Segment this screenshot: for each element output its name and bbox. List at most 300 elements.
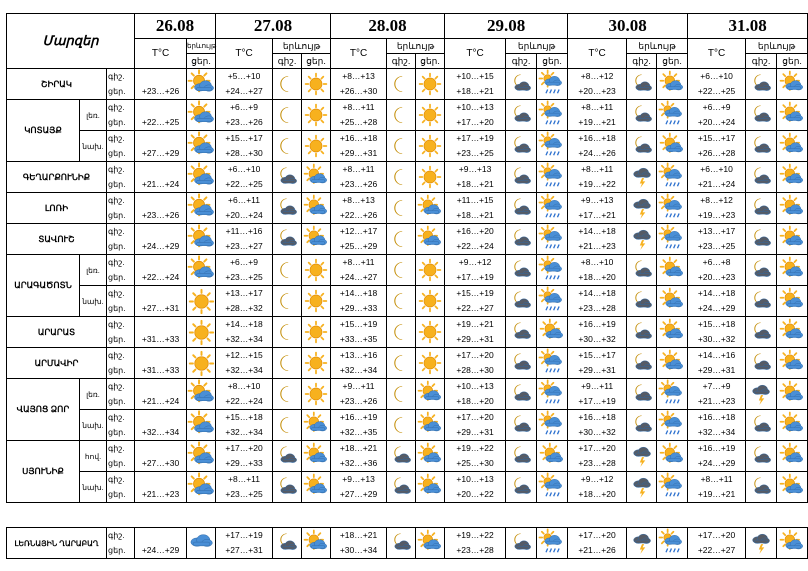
- temp-range: [216, 69, 273, 100]
- weather-icon-cell: [537, 131, 568, 162]
- temp-range: [568, 224, 627, 255]
- region-name: [7, 193, 107, 224]
- day-temp: +17…+21: [578, 210, 616, 220]
- temp-range: [216, 528, 273, 559]
- sun-icon: [302, 258, 330, 282]
- day-temp: +30…+32: [578, 427, 616, 437]
- sun-icon: [416, 258, 444, 282]
- moon-cloud-icon: [746, 165, 776, 189]
- temp-range: [135, 286, 187, 317]
- weather-icon-cell: [187, 317, 216, 348]
- date-label: 31.08: [728, 16, 767, 35]
- rain-icon: [537, 382, 567, 406]
- regions-header: [7, 14, 135, 69]
- weather-icon-cell: [627, 100, 657, 131]
- day-temp: +24…+29: [697, 458, 736, 468]
- subregion-name: [80, 131, 107, 162]
- weather-icon-cell: [387, 224, 416, 255]
- weather-icon-cell: [537, 379, 568, 410]
- temp-range: [331, 162, 387, 193]
- temp-range: [568, 317, 627, 348]
- weather-icon-cell: [387, 317, 416, 348]
- moon-icon: [387, 134, 415, 158]
- day-temp: +21…+26: [578, 545, 616, 555]
- sun-icon: [416, 351, 444, 375]
- day-temp: +18…+21: [456, 86, 494, 96]
- moon-cloud-icon: [627, 72, 656, 96]
- night-label: գիշ.: [108, 196, 125, 205]
- temp-range: [216, 410, 273, 441]
- weather-icon-cell: [537, 69, 568, 100]
- moon-cloud-icon: [746, 72, 776, 96]
- temp-range: [568, 100, 627, 131]
- weather-icon-cell: [387, 131, 416, 162]
- temp-range: [331, 379, 387, 410]
- storm-icon: [746, 382, 776, 406]
- night-temp: +13…+16: [339, 350, 378, 360]
- partly-sunny-icon: [777, 165, 807, 189]
- day-temp: +23…+28: [578, 303, 616, 313]
- night-temp: +7…+9: [702, 381, 731, 391]
- temp-range: [688, 100, 746, 131]
- weather-icon-cell: [657, 131, 688, 162]
- weather-icon-cell: [387, 193, 416, 224]
- temp-range: [331, 286, 387, 317]
- sky-header: [387, 39, 445, 54]
- weather-icon-cell: [746, 528, 777, 559]
- rain-icon: [657, 196, 687, 220]
- partly-sunny-icon: [777, 258, 807, 282]
- moon-icon: [387, 351, 415, 375]
- weather-icon-cell: [187, 441, 216, 472]
- day-temp: +18…+21: [456, 210, 494, 220]
- subregion-name: [80, 255, 107, 286]
- day-label: ցեր.: [108, 366, 126, 375]
- sky-label: երևույթ: [396, 40, 435, 51]
- partly-sunny-icon: [777, 382, 807, 406]
- day-temp: +26…+30: [339, 86, 378, 96]
- region-label: ՏԱՎՈՒՇ: [38, 233, 75, 244]
- day-temp: +24…+29: [141, 545, 180, 555]
- partly-sunny-icon: [777, 320, 807, 344]
- region-label: ՍՅՈՒՆԻՔ: [22, 466, 64, 476]
- weather-icon-cell: [273, 255, 302, 286]
- moon-cloud-icon: [627, 320, 656, 344]
- day-temp: +33…+35: [339, 334, 378, 344]
- night-temp: +16…+20: [456, 226, 494, 236]
- weather-icon-cell: [777, 441, 808, 472]
- date-header: [331, 14, 445, 39]
- weather-icon-cell: [627, 69, 657, 100]
- night-temp: +15…+19: [339, 319, 378, 329]
- moon-cloud-icon: [273, 196, 301, 220]
- day-temp: +21…+23: [578, 241, 616, 251]
- night-temp: +16…+19: [578, 319, 616, 329]
- sky-header: [273, 39, 331, 54]
- day-temp: +23…+26: [339, 396, 378, 406]
- night-temp: +8…+12: [580, 71, 614, 81]
- partly-sunny-icon: [302, 227, 330, 251]
- subregion-label: լեռ.: [86, 110, 100, 120]
- night-temp: +17…+20: [225, 443, 263, 453]
- partly-sunny-icon: [777, 351, 807, 375]
- weather-icon-cell: [537, 100, 568, 131]
- weather-icon-cell: [746, 348, 777, 379]
- region-row: [7, 286, 808, 317]
- partly-sunny-icon: [657, 258, 687, 282]
- rain-icon: [537, 413, 567, 437]
- weather-icon-cell: [302, 193, 331, 224]
- weather-icon-cell: [302, 528, 331, 559]
- temp-range: [688, 379, 746, 410]
- weather-icon-cell: [273, 472, 302, 503]
- temp-range: [688, 410, 746, 441]
- night-temp: +9…+11: [581, 381, 614, 391]
- weather-icon-cell: [273, 193, 302, 224]
- temp-range: [216, 193, 273, 224]
- weather-icon-cell: [657, 286, 688, 317]
- sun-icon: [416, 134, 444, 158]
- moon-icon: [273, 413, 301, 437]
- weather-icon-cell: [302, 224, 331, 255]
- temp-range: [135, 348, 187, 379]
- partly-sunny-icon: [187, 226, 215, 253]
- night-temp: +11…+15: [456, 195, 494, 205]
- region-label: ԱՐՄԱՎԻՐ: [34, 357, 79, 368]
- weather-icon-cell: [387, 528, 416, 559]
- rain-icon: [537, 134, 567, 158]
- night-temp: +6…+8: [702, 257, 731, 267]
- region-label: ԼԵՌՆԱՅԻՆ ՂԱՐԱԲԱՂ: [14, 538, 99, 548]
- temp-range: [445, 255, 506, 286]
- sun-icon: [302, 320, 330, 344]
- night-temp: +6…+9: [702, 102, 731, 112]
- night-temp: +9…+13: [342, 474, 375, 484]
- day-temp: +32…+34: [339, 365, 378, 375]
- moon-cloud-icon: [746, 227, 776, 251]
- moon-cloud-icon: [627, 258, 656, 282]
- weather-icon-cell: [506, 317, 537, 348]
- weather-icon-cell: [657, 348, 688, 379]
- day-temp: +27…+29: [141, 148, 180, 158]
- sky-label: երևույթ: [638, 40, 676, 51]
- rain-icon: [657, 531, 687, 555]
- weather-icon-cell: [506, 348, 537, 379]
- weather-icon-cell: [506, 379, 537, 410]
- day-label: ցեր.: [108, 335, 126, 344]
- weather-icon-cell: [187, 410, 216, 441]
- sun-icon: [302, 382, 330, 406]
- region-name: [7, 379, 80, 441]
- temp-range: [688, 224, 746, 255]
- moon-cloud-icon: [627, 382, 656, 406]
- temp-range: [688, 317, 746, 348]
- temp-range: [445, 69, 506, 100]
- weather-icon-cell: [627, 162, 657, 193]
- weather-icon-cell: [187, 286, 216, 317]
- temp-range: [216, 286, 273, 317]
- weather-icon-cell: [746, 100, 777, 131]
- weather-icon-cell: [777, 69, 808, 100]
- temp-range: [445, 224, 506, 255]
- weather-icon-cell: [777, 528, 808, 559]
- day-temp: +17…+20: [456, 117, 494, 127]
- region-label: ԱՐԱԳԱԾՈՏՆ: [14, 280, 72, 290]
- temp-range: [135, 528, 187, 559]
- weather-icon-cell: [273, 379, 302, 410]
- night-temp: +6…+9: [230, 102, 258, 112]
- temp-label: T°C: [466, 48, 484, 59]
- night-temp: +8…+11: [342, 102, 375, 112]
- night-temp: +11…+16: [225, 226, 263, 236]
- moon-cloud-icon: [506, 227, 536, 251]
- partly-sunny-icon: [777, 227, 807, 251]
- partly-sunny-icon: [187, 195, 215, 222]
- region-row: [7, 69, 808, 100]
- night-label: գիշ.: [108, 320, 125, 329]
- partly-sunny-icon: [187, 102, 215, 129]
- subregion-label: նախ.: [82, 420, 104, 430]
- weather-icon-cell: [657, 255, 688, 286]
- moon-icon: [273, 382, 301, 406]
- day-header: [416, 54, 445, 69]
- weather-icon-cell: [187, 472, 216, 503]
- subregion-name: [80, 100, 107, 131]
- day-temp: +18…+21: [456, 179, 494, 189]
- weather-icon-cell: [273, 528, 302, 559]
- day-temp: +18…+20: [456, 396, 494, 406]
- day-header: [657, 54, 688, 69]
- night-temp: +18…+21: [339, 443, 378, 453]
- night-temp: +14…+18: [225, 319, 263, 329]
- day-temp: +29…+31: [339, 148, 378, 158]
- night-temp: +6…+10: [700, 71, 733, 81]
- night-temp: +19…+21: [456, 319, 494, 329]
- moon-cloud-icon: [746, 103, 776, 127]
- day-label: ցեր.: [108, 428, 126, 437]
- moon-cloud-icon: [387, 475, 415, 499]
- day-temp: +29…+31: [456, 427, 494, 437]
- period-labels: [107, 100, 135, 131]
- partly-sunny-icon: [657, 72, 687, 96]
- temp-range: [135, 69, 187, 100]
- weather-icon-cell: [416, 410, 445, 441]
- day-temp: +18…+20: [578, 272, 616, 282]
- moon-icon: [273, 134, 301, 158]
- partly-sunny-icon: [777, 72, 807, 96]
- night-temp: +17…+20: [456, 412, 494, 422]
- moon-cloud-icon: [506, 413, 536, 437]
- night-temp: +8…+11: [700, 474, 733, 484]
- temp-range: [688, 528, 746, 559]
- partly-sunny-icon: [187, 133, 215, 160]
- night-temp: +17…+20: [456, 350, 494, 360]
- weather-icon-cell: [627, 317, 657, 348]
- weather-icon-cell: [537, 162, 568, 193]
- region-row: [7, 100, 808, 131]
- night-label: գիշ.: [108, 444, 125, 453]
- weather-icon-cell: [746, 472, 777, 503]
- partly-sunny-icon: [416, 413, 444, 437]
- weather-icon-cell: [273, 317, 302, 348]
- partly-sunny-icon: [416, 382, 444, 406]
- weather-icon-cell: [777, 348, 808, 379]
- day-temp: +29…+33: [339, 303, 378, 313]
- temp-range: [331, 100, 387, 131]
- moon-cloud-icon: [506, 444, 536, 468]
- period-labels: [107, 286, 135, 317]
- weather-icon-cell: [416, 348, 445, 379]
- day-temp: +22…+27: [456, 303, 494, 313]
- weather-icon-cell: [187, 348, 216, 379]
- weather-icon-cell: [387, 162, 416, 193]
- weather-icon-cell: [657, 193, 688, 224]
- temp-range: [331, 410, 387, 441]
- temp-range: [331, 317, 387, 348]
- partly-sunny-icon: [187, 164, 215, 191]
- night-label: գիշ.: [108, 382, 125, 391]
- date-header: [135, 14, 216, 39]
- moon-cloud-icon: [627, 103, 656, 127]
- weather-icon-cell: [416, 224, 445, 255]
- sun-icon: [416, 289, 444, 313]
- date-label: 27.08: [253, 16, 293, 35]
- day-temp: +20…+23: [578, 86, 616, 96]
- storm-icon: [627, 196, 656, 220]
- day-label: ցեր.: [108, 490, 126, 499]
- weather-icon-cell: [627, 131, 657, 162]
- partly-sunny-icon: [416, 531, 444, 555]
- region-label: ՇԻՐԱԿ: [41, 78, 72, 89]
- weather-icon-cell: [387, 379, 416, 410]
- day-temp: +22…+25: [225, 179, 263, 189]
- region-label: ԼՈՌԻ: [44, 202, 69, 213]
- temp-header: [216, 39, 273, 69]
- day-temp: +27…+29: [339, 489, 378, 499]
- region-row: [7, 348, 808, 379]
- region-name: [7, 255, 80, 317]
- night-label: գիշ.: [108, 165, 125, 174]
- weather-icon-cell: [302, 410, 331, 441]
- night-label: գիշ.: [391, 55, 411, 66]
- temp-range: [331, 224, 387, 255]
- day-label: ցեր.: [108, 87, 126, 96]
- day-label: ցեր.: [108, 459, 126, 468]
- night-temp: +6…+10: [700, 164, 733, 174]
- temp-range: [688, 348, 746, 379]
- region-label: ԱՐԱՐԱՏ: [37, 326, 76, 337]
- day-temp: +27…+30: [141, 458, 180, 468]
- weather-icon-cell: [627, 255, 657, 286]
- region-name: [7, 441, 80, 503]
- partly-sunny-icon: [777, 413, 807, 437]
- day-temp: +22…+24: [456, 241, 494, 251]
- partly-sunny-icon: [302, 531, 330, 555]
- partly-sunny-icon: [187, 443, 215, 470]
- temp-range: [445, 100, 506, 131]
- date-header: [445, 14, 568, 39]
- partly-sunny-icon: [537, 444, 567, 468]
- weather-icon-cell: [273, 224, 302, 255]
- weather-icon-cell: [416, 441, 445, 472]
- sky-label: երևույթ: [757, 40, 796, 51]
- day-temp: +20…+24: [697, 117, 736, 127]
- weather-icon-cell: [416, 317, 445, 348]
- partly-sunny-icon: [302, 165, 330, 189]
- temp-range: [331, 441, 387, 472]
- weather-icon-cell: [627, 441, 657, 472]
- moon-icon: [387, 320, 415, 344]
- weather-icon-cell: [302, 441, 331, 472]
- weather-icon-cell: [537, 255, 568, 286]
- night-temp: +8…+11: [581, 164, 614, 174]
- night-temp: +14…+18: [578, 226, 616, 236]
- subregion-name: [80, 286, 107, 317]
- temp-range: [568, 441, 627, 472]
- day-temp: +22…+26: [339, 210, 378, 220]
- night-temp: +6…+9: [230, 257, 258, 267]
- weather-icon-cell: [777, 286, 808, 317]
- period-labels: [107, 69, 135, 100]
- night-temp: +16…+18: [578, 133, 616, 143]
- weather-icon-cell: [627, 472, 657, 503]
- subregion-label: նախ.: [82, 296, 104, 306]
- temp-range: [445, 193, 506, 224]
- period-labels: [107, 528, 135, 559]
- sun-icon: [302, 134, 330, 158]
- region-name: [7, 528, 107, 559]
- night-label: գիշ.: [108, 531, 125, 540]
- weather-icon-cell: [387, 441, 416, 472]
- weather-icon-cell: [273, 69, 302, 100]
- weather-icon-cell: [627, 348, 657, 379]
- moon-icon: [387, 382, 415, 406]
- day-temp: +28…+30: [225, 148, 263, 158]
- weather-icon-cell: [187, 162, 216, 193]
- night-temp: +10…+13: [456, 102, 494, 112]
- sun-icon: [302, 72, 330, 96]
- weather-icon-cell: [537, 472, 568, 503]
- moon-icon: [387, 289, 415, 313]
- region-row: [7, 224, 808, 255]
- sun-icon: [187, 350, 215, 377]
- weather-icon-cell: [506, 162, 537, 193]
- night-temp: +12…+17: [339, 226, 378, 236]
- sun-icon: [416, 320, 444, 344]
- sun-icon: [187, 319, 215, 346]
- date-header: [216, 14, 331, 39]
- period-labels: [107, 472, 135, 503]
- weather-icon-cell: [746, 255, 777, 286]
- storm-icon: [627, 444, 656, 468]
- night-temp: +15…+19: [456, 288, 494, 298]
- day-temp: +23…+26: [225, 117, 263, 127]
- temp-range: [135, 193, 187, 224]
- temp-range: [688, 69, 746, 100]
- partly-sunny-icon: [657, 444, 687, 468]
- weather-icon-cell: [657, 100, 688, 131]
- day-label: ցեր.: [420, 55, 440, 66]
- day-temp: +23…+27: [225, 241, 263, 251]
- region-row: [7, 317, 808, 348]
- partly-sunny-icon: [302, 475, 330, 499]
- moon-cloud-icon: [746, 196, 776, 220]
- night-temp: +8…+10: [227, 381, 261, 391]
- night-temp: +18…+21: [339, 530, 378, 540]
- weather-icon-cell: [777, 379, 808, 410]
- regions-title: Մարզեր: [42, 33, 99, 48]
- rain-icon: [537, 165, 567, 189]
